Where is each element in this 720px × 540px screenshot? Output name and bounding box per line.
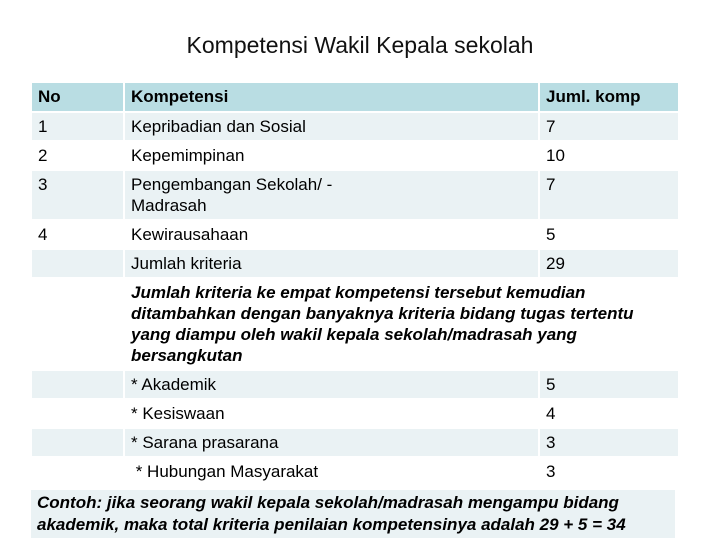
blank-cell [31,428,124,457]
row-no: 3 [31,170,124,220]
row-kompetensi: Kewirausahaan [124,220,539,249]
header-jumlah: Juml. komp [539,82,679,112]
table-row [31,170,679,220]
blank-cell [31,399,124,428]
table-row [31,141,679,170]
field-row [31,370,679,399]
header-kompetensi: Kompetensi [124,82,539,112]
total-value: 29 [539,249,679,278]
field-label: * Hubungan Masyarakat [124,457,539,486]
total-label: Jumlah kriteria [124,249,539,278]
blank-cell [31,249,124,278]
row-kompetensi: Kepemimpinan [124,141,539,170]
footer-example: Contoh: jika seorang wakil kepala sekolah/madrasah mengampu bidang akademik, maka total kriteria penilaian kompetensinya adalah 29 + 5 = 34 [31,490,675,538]
competency-table [31,82,679,486]
field-label: * Kesiswaan [124,399,539,428]
field-row [31,399,679,428]
field-label: * Sarana prasarana [124,428,539,457]
row-no: 4 [31,220,124,249]
field-row [31,428,679,457]
row-jumlah: 10 [539,141,679,170]
field-value: 3 [539,457,679,486]
table-header-row [31,82,679,112]
row-jumlah: 7 [539,112,679,141]
field-value: 5 [539,370,679,399]
field-label: * Akademik [124,370,539,399]
note-text: Jumlah kriteria ke empat kompetensi tersebut kemudian ditambahkan dengan banyaknya kriteria bidang tugas tertentu yang diampu oleh wakil kepala sekolah/madrasah yang bersangkutan [124,278,679,370]
row-no: 1 [31,112,124,141]
row-jumlah: 7 [539,170,679,220]
blank-cell [31,278,124,370]
total-row [31,249,679,278]
header-no: No [31,82,124,112]
table-row [31,112,679,141]
field-value: 3 [539,428,679,457]
field-row [31,457,679,486]
note-row [31,278,679,370]
table-row [31,220,679,249]
page-title: Kompetensi Wakil Kepala sekolah [186,32,534,58]
row-jumlah: 5 [539,220,679,249]
field-value: 4 [539,399,679,428]
blank-cell [31,457,124,486]
blank-cell [31,370,124,399]
row-kompetensi: Pengembangan Sekolah/ - Madrasah [124,170,539,220]
row-no: 2 [31,141,124,170]
row-kompetensi: Kepribadian dan Sosial [124,112,539,141]
